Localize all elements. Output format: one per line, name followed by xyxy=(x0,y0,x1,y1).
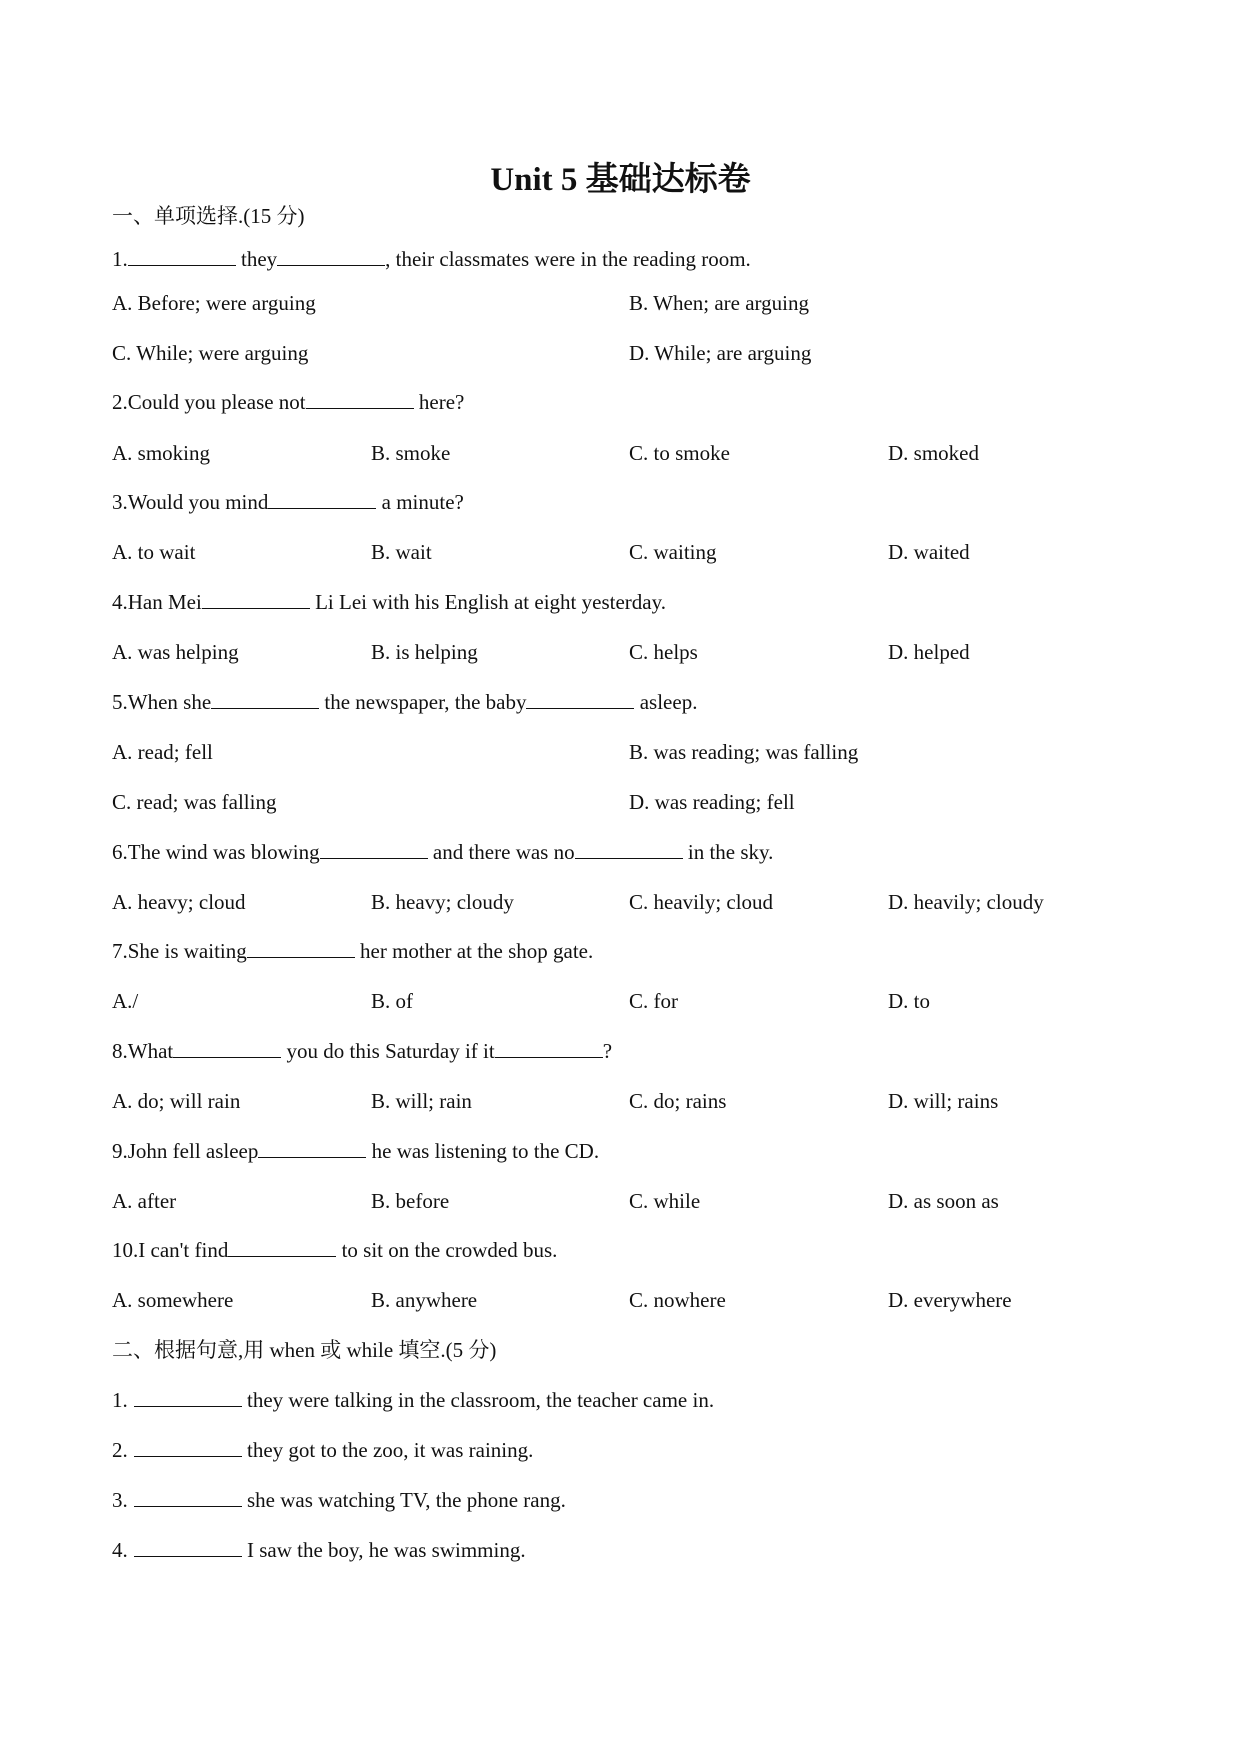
option-d: D. helped xyxy=(888,640,970,664)
option-a: A. somewhere xyxy=(112,1288,234,1312)
page-title: Unit 5 基础达标卷 xyxy=(490,162,751,198)
question-text: 6.The wind was blowing xyxy=(112,840,320,864)
question-text: 4.Han Mei xyxy=(112,590,202,614)
question-text: here? xyxy=(413,390,465,414)
question-5 xyxy=(112,687,1142,717)
option-a: A. read; fell xyxy=(112,740,213,764)
option-c: C. nowhere xyxy=(629,1288,726,1312)
answer-blank xyxy=(134,1436,242,1457)
question-text: a minute? xyxy=(376,490,464,514)
question-text: 7.She is waiting xyxy=(112,939,247,963)
option-b: B. heavy; cloudy xyxy=(371,890,514,914)
question-text: 1. xyxy=(112,247,128,271)
option-d: D. will; rains xyxy=(888,1089,999,1113)
answer-blank xyxy=(134,1536,242,1557)
option-c: C. to smoke xyxy=(629,441,730,465)
option-d: D. smoked xyxy=(888,441,979,465)
fill-item-3 xyxy=(112,1485,1142,1515)
item-number: 3. xyxy=(112,1488,128,1512)
question-text: 9.John fell asleep xyxy=(112,1139,259,1163)
answer-blank xyxy=(277,245,385,266)
answer-blank xyxy=(258,1137,366,1158)
answer-blank xyxy=(128,245,236,266)
option-d: D. While; are arguing xyxy=(629,341,812,365)
question-10 xyxy=(112,1235,1142,1265)
question-1 xyxy=(112,244,1142,274)
answer-blank xyxy=(526,688,634,709)
question-text: asleep. xyxy=(634,690,698,714)
question-4 xyxy=(112,587,1142,617)
question-8 xyxy=(112,1036,1142,1066)
answer-blank xyxy=(134,1486,242,1507)
answer-blank xyxy=(575,838,683,859)
question-text: he was listening to the CD. xyxy=(366,1139,600,1163)
question-9 xyxy=(112,1136,1142,1166)
question-text: 2.Could you please not xyxy=(112,390,306,414)
answer-blank xyxy=(202,588,310,609)
option-b: B. is helping xyxy=(371,640,478,664)
item-number: 4. xyxy=(112,1538,128,1562)
answer-blank xyxy=(134,1386,242,1407)
answer-blank xyxy=(247,937,355,958)
question-text: and there was no xyxy=(427,840,575,864)
fill-item-2 xyxy=(112,1435,1142,1465)
option-c: C. for xyxy=(629,989,678,1013)
question-text: , their classmates were in the reading room. xyxy=(385,247,751,271)
answer-blank xyxy=(173,1037,281,1058)
option-c: C. waiting xyxy=(629,540,717,564)
question-text: her mother at the shop gate. xyxy=(354,939,594,963)
question-text: they xyxy=(235,247,278,271)
option-b: B. wait xyxy=(371,540,432,564)
question-text: you do this Saturday if it xyxy=(281,1039,495,1063)
option-c: C. heavily; cloud xyxy=(629,890,774,914)
option-a: A. do; will rain xyxy=(112,1089,241,1113)
question-text: 5.When she xyxy=(112,690,212,714)
option-a: A. to wait xyxy=(112,540,196,564)
answer-blank xyxy=(495,1037,603,1058)
question-7 xyxy=(112,936,1142,966)
fill-item-1 xyxy=(112,1385,1142,1415)
option-c: C. While; were arguing xyxy=(112,341,309,365)
option-a: A. after xyxy=(112,1189,177,1213)
option-b: B. of xyxy=(371,989,413,1013)
question-3 xyxy=(112,487,1142,517)
option-b: B. was reading; was falling xyxy=(629,740,859,764)
question-text: in the sky. xyxy=(682,840,774,864)
item-text: I saw the boy, he was swimming. xyxy=(241,1538,526,1562)
option-a: A. Before; were arguing xyxy=(112,291,316,315)
item-number: 2. xyxy=(112,1438,128,1462)
question-text: Li Lei with his English at eight yesterday. xyxy=(309,590,666,614)
question-2 xyxy=(112,387,1142,417)
question-text: 8.What xyxy=(112,1039,174,1063)
section-2-heading: 二、根据句意,用 when 或 while 填空.(5 分) xyxy=(112,1338,497,1362)
answer-blank xyxy=(228,1236,336,1257)
option-d: D. heavily; cloudy xyxy=(888,890,1044,914)
option-b: B. anywhere xyxy=(371,1288,478,1312)
item-text: she was watching TV, the phone rang. xyxy=(241,1488,566,1512)
question-6 xyxy=(112,837,1142,867)
question-text: 10.I can't find xyxy=(112,1238,229,1262)
option-d: D. everywhere xyxy=(888,1288,1012,1312)
option-a: A. smoking xyxy=(112,441,211,465)
option-d: D. to xyxy=(888,989,930,1013)
option-a: A. was helping xyxy=(112,640,239,664)
option-a: A. heavy; cloud xyxy=(112,890,246,914)
option-d: D. was reading; fell xyxy=(629,790,795,814)
item-text: they were talking in the classroom, the teacher came in. xyxy=(241,1388,715,1412)
item-text: they got to the zoo, it was raining. xyxy=(241,1438,534,1462)
option-b: B. smoke xyxy=(371,441,451,465)
item-number: 1. xyxy=(112,1388,128,1412)
option-a: A./ xyxy=(112,989,139,1013)
answer-blank xyxy=(268,488,376,509)
question-text: ? xyxy=(602,1039,613,1063)
option-c: C. while xyxy=(629,1189,701,1213)
question-text: 3.Would you mind xyxy=(112,490,269,514)
section-1-heading: 一、单项选择.(15 分) xyxy=(112,204,305,228)
option-b: B. When; are arguing xyxy=(629,291,810,315)
option-c: C. helps xyxy=(629,640,698,664)
option-c: C. read; was falling xyxy=(112,790,277,814)
answer-blank xyxy=(306,388,414,409)
answer-blank xyxy=(320,838,428,859)
answer-blank xyxy=(211,688,319,709)
option-b: B. will; rain xyxy=(371,1089,472,1113)
option-b: B. before xyxy=(371,1189,450,1213)
question-text: the newspaper, the baby xyxy=(319,690,527,714)
option-d: D. as soon as xyxy=(888,1189,999,1213)
question-text: to sit on the crowded bus. xyxy=(336,1238,558,1262)
fill-item-4 xyxy=(112,1535,1142,1565)
option-c: C. do; rains xyxy=(629,1089,727,1113)
option-d: D. waited xyxy=(888,540,970,564)
